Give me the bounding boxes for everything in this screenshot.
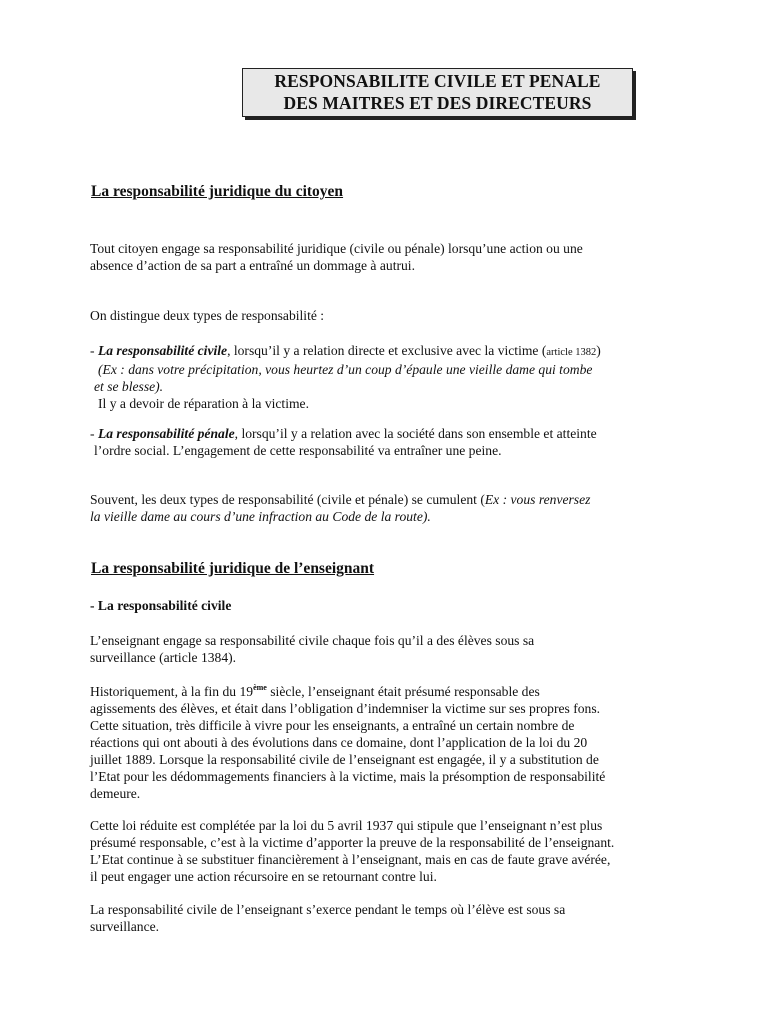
text-fragment: Historiquement, à la fin du 19 <box>90 684 254 699</box>
paragraph-intro <box>90 240 690 274</box>
definition-penale: , lorsqu’il y a relation avec la société dans son ensemble et atteinte <box>234 426 597 441</box>
list-dash: - <box>90 426 98 441</box>
paragraph-types: On distingue deux types de responsabilité : <box>90 308 325 323</box>
text-line: Cette situation, très difficile à vivre pour les enseignants, a entraîné un certain nombre de <box>90 718 575 733</box>
text-line: L’enseignant engage sa responsabilité civile chaque fois qu’il a des élèves sous sa <box>90 633 535 648</box>
superscript-eme: ème <box>253 683 267 692</box>
text-line: réactions qui ont abouti à des évolutions dans ce domaine, dont l’application de la loi du 20 <box>90 735 588 750</box>
list-item-penale <box>90 425 690 459</box>
paragraph-enseignant-civile <box>90 632 690 666</box>
cumul-example: Ex : vous renversez <box>484 492 591 507</box>
example-line-1: (Ex : dans votre précipitation, vous heurtez d’un coup d’épaule une vieille dame qui tombe <box>98 362 593 377</box>
article-ref: article 1382 <box>546 347 597 358</box>
term-civile: La responsabilité civile <box>97 343 228 358</box>
cumul-line-2: la vieille dame au cours d’une infraction au Code de la route). <box>90 509 431 524</box>
text-fragment: siècle, l’enseignant était présumé responsable des <box>266 684 540 699</box>
title-line-1: RESPONSABILITE CIVILE ET PENALE <box>274 71 601 91</box>
title-line-2: DES MAITRES ET DES DIRECTEURS <box>283 93 592 113</box>
text-line: surveillance (article 1384). <box>90 650 237 665</box>
section-heading-citoyen: La responsabilité juridique du citoyen <box>91 183 344 200</box>
penale-line-2: l’ordre social. L’engagement de cette responsabilité va entraîner une peine. <box>94 443 502 458</box>
list-dash: - <box>90 343 98 358</box>
paragraph-surveillance <box>90 901 690 935</box>
text-line: agissements des élèves, et était dans l’obligation d’indemniser la victime sur ses propres fons. <box>90 701 601 716</box>
text-line: L’Etat continue à se substituer financièrement à l’enseignant, mais en cas de faute grave avérée, <box>90 852 611 867</box>
document-title-box <box>242 68 633 117</box>
paragraph-loi-1937 <box>90 817 690 885</box>
section-heading-enseignant: La responsabilité juridique de l’enseignant <box>91 560 375 577</box>
text-line: La responsabilité civile de l’enseignant s’exerce pendant le temps où l’élève est sous sa <box>90 902 566 917</box>
text-line: Tout citoyen engage sa responsabilité juridique (civile ou pénale) lorsqu’une action ou une <box>90 241 583 256</box>
text-line: demeure. <box>90 786 141 801</box>
text-line: il peut engager une action récursoire en se retournant contre lui. <box>90 869 437 884</box>
text-line: l’Etat pour les dédommagements financiers à la victime, mais la présomption de responsabilité <box>90 769 606 784</box>
example-line-2: et se blesse). <box>94 379 164 394</box>
ref-close: ) <box>596 343 601 358</box>
subheading-civile: - La responsabilité civile <box>90 598 232 613</box>
text-line: juillet 1889. Lorsque la responsabilité civile de l’enseignant est engagée, il y a substitution de <box>90 752 599 767</box>
cumul-text: Souvent, les deux types de responsabilité (civile et pénale) se cumulent ( <box>90 492 485 507</box>
text-line: Cette loi réduite est complétée par la loi du 5 avril 1937 qui stipule que l’enseignant n’est plus <box>90 818 603 833</box>
definition-civile: , lorsqu’il y a relation directe et exclusive avec la victime ( <box>227 343 547 358</box>
term-penale: La responsabilité pénale <box>97 426 235 441</box>
text-line: surveillance. <box>90 919 160 934</box>
text-line: présumé responsable, c’est à la victime d’apporter la preuve de la responsabilité de l’enseignant. <box>90 835 615 850</box>
list-item-civile <box>90 342 690 412</box>
paragraph-cumul <box>90 491 690 525</box>
consequence-line: Il y a devoir de réparation à la victime. <box>98 396 309 411</box>
text-line: absence d’action de sa part a entraîné un dommage à autrui. <box>90 258 415 273</box>
paragraph-historique <box>90 683 690 802</box>
